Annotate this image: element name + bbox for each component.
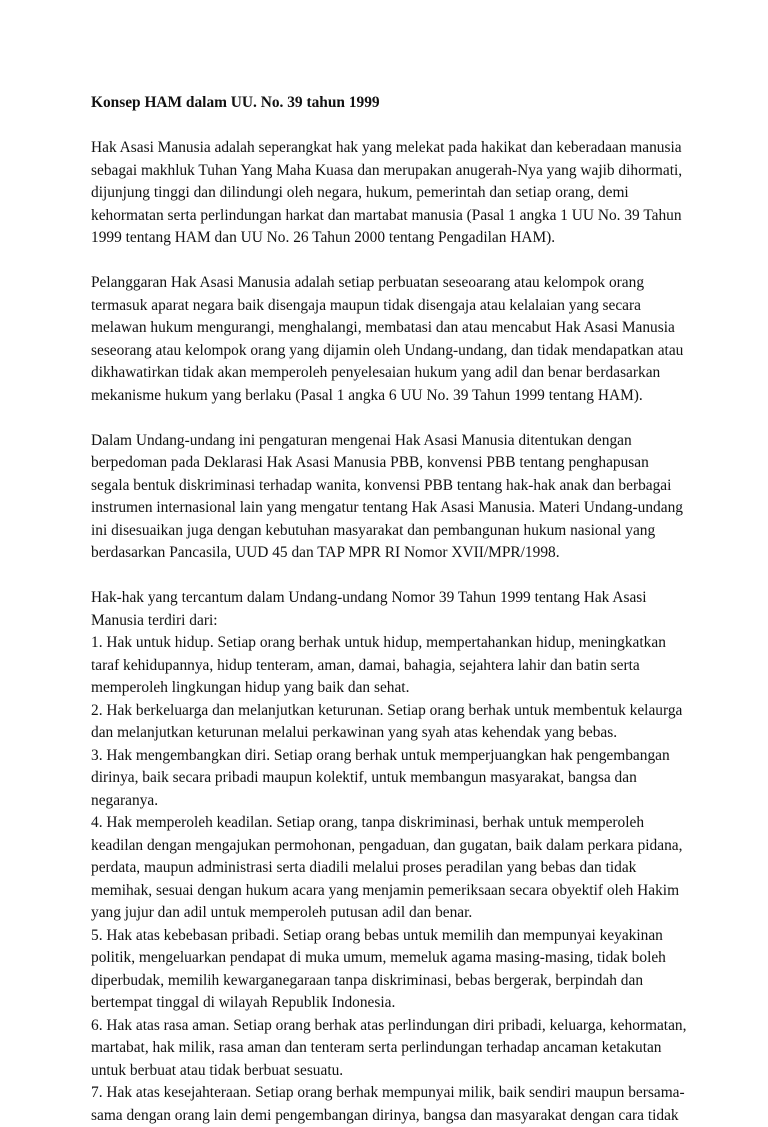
list-item: 2. Hak berkeluarga dan melanjutkan keturunan. Setiap orang berhak untuk membentuk kelaurga [91,700,731,723]
text-line: perdata, maupun administrasi serta diadili melalui proses peradilan yang bebas dan tidak [91,857,731,880]
text-line: Hak Asasi Manusia adalah seperangkat hak yang melekat pada hakikat dan keberadaan manusia [91,137,731,160]
paragraph-4 [91,587,731,1127]
text-line: termasuk aparat negara baik disengaja maupun tidak disengaja atau kelalaian yang secara [91,295,731,318]
text-line: sebagai makhluk Tuhan Yang Maha Kuasa dan merupakan anugerah-Nya yang wajib dihormati, [91,160,731,183]
text-line: Pelanggaran Hak Asasi Manusia adalah setiap perbuatan seseoarang atau kelompok orang [91,272,731,295]
text-line: ini disesuaikan juga dengan kebutuhan masyarakat dan pembangunan hukum nasional yang [91,520,731,543]
paragraph-2 [91,272,731,407]
text-line: politik, mengeluarkan pendapat di muka umum, memeluk agama masing-masing, tidak boleh [91,947,731,970]
text-line: dirinya, baik secara pribadi maupun kolektif, untuk membangun masyarakat, bangsa dan [91,767,731,790]
text-line: bertempat tinggal di wilayah Republik Indonesia. [91,992,731,1015]
list-item: 1. Hak untuk hidup. Setiap orang berhak untuk hidup, mempertahankan hidup, meningkatkan [91,632,731,655]
text-line: sama dengan orang lain demi pengembangan dirinya, bangsa dan masyarakat dengan cara tidak [91,1105,731,1127]
text-line: untuk berbuat atau tidak berbuat sesuatu. [91,1060,731,1083]
text-line: taraf kehidupannya, hidup tenteram, aman, damai, bahagia, sejahtera lahir dan batin serta [91,655,731,678]
paragraph-gap [91,565,731,588]
text-line: Hak-hak yang tercantum dalam Undang-undang Nomor 39 Tahun 1999 tentang Hak Asasi [91,587,731,610]
paragraph-gap [91,407,731,430]
text-line: 1999 tentang HAM dan UU No. 26 Tahun 2000 tentang Pengadilan HAM). [91,227,731,250]
text-line: martabat, hak milik, rasa aman dan tenteram serta perlindungan terhadap ancaman ketakutan [91,1037,731,1060]
list-item: 6. Hak atas rasa aman. Setiap orang berhak atas perlindungan diri pribadi, keluarga, kehormatan, [91,1015,731,1038]
paragraph-1 [91,137,731,250]
text-line: Dalam Undang-undang ini pengaturan mengenai Hak Asasi Manusia ditentukan dengan [91,430,731,453]
text-line: Manusia terdiri dari: [91,610,731,633]
list-item: 7. Hak atas kesejahteraan. Setiap orang berhak mempunyai milik, baik sendiri maupun bersama- [91,1082,731,1105]
text-line: instrumen internasional lain yang mengatur tentang Hak Asasi Manusia. Materi Undang-undang [91,497,731,520]
document-body [91,92,731,1127]
text-line: kehormatan serta perlindungan harkat dan martabat manusia (Pasal 1 angka 1 UU No. 39 Tahun [91,205,731,228]
text-line: memperoleh lingkungan hidup yang baik dan sehat. [91,677,731,700]
text-line: keadilan dengan mengajukan permohonan, pengaduan, dan gugatan, baik dalam perkara pidana, [91,835,731,858]
text-line: yang jujur dan adil untuk memperoleh putusan adil dan benar. [91,902,731,925]
text-line: diperbudak, memilih kewarganegaraan tanpa diskriminasi, bebas bergerak, berpindah dan [91,970,731,993]
text-line: seseorang atau kelompok orang yang dijamin oleh Undang-undang, dan tidak mendapatkan atau [91,340,731,363]
text-line: berdasarkan Pancasila, UUD 45 dan TAP MPR RI Nomor XVII/MPR/1998. [91,542,731,565]
text-line: dikhawatirkan tidak akan memperoleh penyelesaian hukum yang adil dan benar berdasarkan [91,362,731,385]
list-item: 5. Hak atas kebebasan pribadi. Setiap orang bebas untuk memilih dan mempunyai keyakinan [91,925,731,948]
paragraph-gap [91,115,731,138]
text-line: dan melanjutkan keturunan melalui perkawinan yang syah atas kehendak yang bebas. [91,722,731,745]
list-item: 3. Hak mengembangkan diri. Setiap orang berhak untuk memperjuangkan hak pengembangan [91,745,731,768]
text-line: dijunjung tinggi dan dilindungi oleh negara, hukum, pemerintah dan setiap orang, demi [91,182,731,205]
list-item: 4. Hak memperoleh keadilan. Setiap orang, tanpa diskriminasi, berhak untuk memperoleh [91,812,731,835]
paragraph-3 [91,430,731,565]
paragraph-gap [91,250,731,273]
text-line: mekanisme hukum yang berlaku (Pasal 1 angka 6 UU No. 39 Tahun 1999 tentang HAM). [91,385,731,408]
text-line: memihak, sesuai dengan hukum acara yang menjamin pemeriksaan secara obyektif oleh Hakim [91,880,731,903]
text-line: berpedoman pada Deklarasi Hak Asasi Manusia PBB, konvensi PBB tentang penghapusan [91,452,731,475]
text-line: melawan hukum mengurangi, menghalangi, membatasi dan atau mencabut Hak Asasi Manusia [91,317,731,340]
text-line: negaranya. [91,790,731,813]
document-title: Konsep HAM dalam UU. No. 39 tahun 1999 [91,92,731,115]
text-line: segala bentuk diskriminasi terhadap wanita, konvensi PBB tentang hak-hak anak dan berbagai [91,475,731,498]
